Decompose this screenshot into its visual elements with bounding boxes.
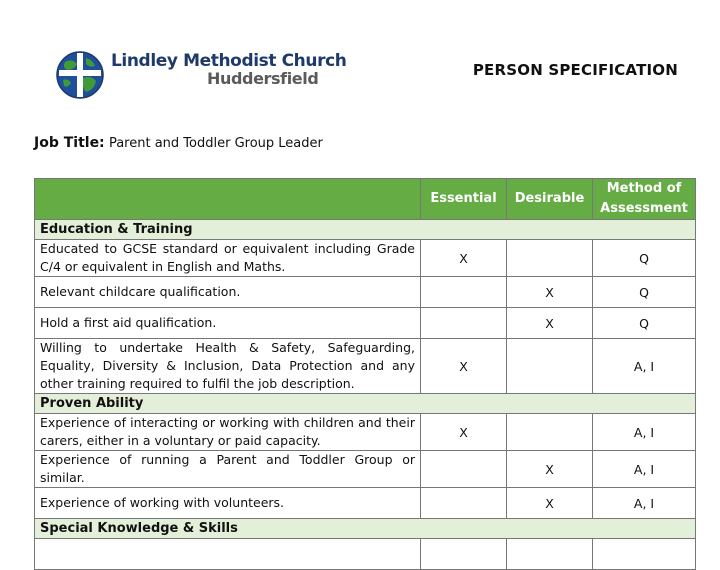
section-title: Proven Ability [35, 394, 696, 414]
section-row-special-knowledge [35, 519, 696, 539]
section-row-education [35, 220, 696, 240]
desirable-cell [507, 414, 593, 451]
essential-cell: X [421, 240, 507, 277]
criteria-cell [35, 539, 421, 570]
desirable-cell [507, 339, 593, 394]
method-cell: Q [593, 308, 696, 339]
section-row-proven-ability [35, 394, 696, 414]
desirable-cell [507, 539, 593, 570]
table-header-row [35, 179, 696, 220]
desirable-cell [507, 240, 593, 277]
desirable-cell: X [507, 277, 593, 308]
header-essential: Essential [421, 179, 507, 220]
table-row [35, 277, 696, 308]
table-row [35, 488, 696, 519]
job-title-line [34, 135, 323, 151]
method-cell: A, I [593, 488, 696, 519]
criteria-cell: Experience of working with volunteers. [35, 488, 421, 519]
table-row [35, 414, 696, 451]
table-row [35, 451, 696, 488]
essential-cell: X [421, 339, 507, 394]
section-title: Education & Training [35, 220, 696, 240]
method-cell: A, I [593, 339, 696, 394]
essential-cell [421, 488, 507, 519]
essential-cell [421, 277, 507, 308]
table-row [35, 339, 696, 394]
header-method: Method of Assessment [593, 179, 696, 220]
criteria-cell: Experience of running a Parent and Toddler Group or similar. [35, 451, 421, 488]
method-cell [593, 539, 696, 570]
criteria-cell: Relevant childcare qualification. [35, 277, 421, 308]
method-cell: A, I [593, 414, 696, 451]
section-title: Special Knowledge & Skills [35, 519, 696, 539]
page-header [0, 0, 720, 120]
criteria-cell: Hold a first aid qualification. [35, 308, 421, 339]
criteria-cell: Experience of interacting or working with children and their carers, either in a voluntary or paid capacity. [35, 414, 421, 451]
logo-text-town: Huddersfield [207, 69, 319, 88]
desirable-cell: X [507, 308, 593, 339]
globe-cross-icon [55, 50, 105, 100]
desirable-cell: X [507, 488, 593, 519]
job-title-label: Job Title: [34, 135, 105, 151]
essential-cell [421, 308, 507, 339]
table-row [35, 240, 696, 277]
document-title: PERSON SPECIFICATION [472, 61, 678, 79]
method-cell: Q [593, 277, 696, 308]
desirable-cell: X [507, 451, 593, 488]
header-desirable: Desirable [507, 179, 593, 220]
essential-cell: X [421, 414, 507, 451]
table-row [35, 539, 696, 570]
criteria-cell: Educated to GCSE standard or equivalent including Grade C/4 or equivalent in English and Maths. [35, 240, 421, 277]
church-logo [55, 50, 347, 100]
method-cell: Q [593, 240, 696, 277]
job-title-value: Parent and Toddler Group Leader [108, 136, 323, 151]
essential-cell [421, 539, 507, 570]
header-criteria [35, 179, 421, 220]
table-row [35, 308, 696, 339]
method-cell: A, I [593, 451, 696, 488]
logo-text-church: Lindley Methodist Church [111, 51, 347, 71]
person-specification-table [34, 178, 696, 570]
essential-cell [421, 451, 507, 488]
criteria-cell: Willing to undertake Health & Safety, Safeguarding, Equality, Diversity & Inclusion, Data Protection and any other training required to fulfil the job description. [35, 339, 421, 394]
